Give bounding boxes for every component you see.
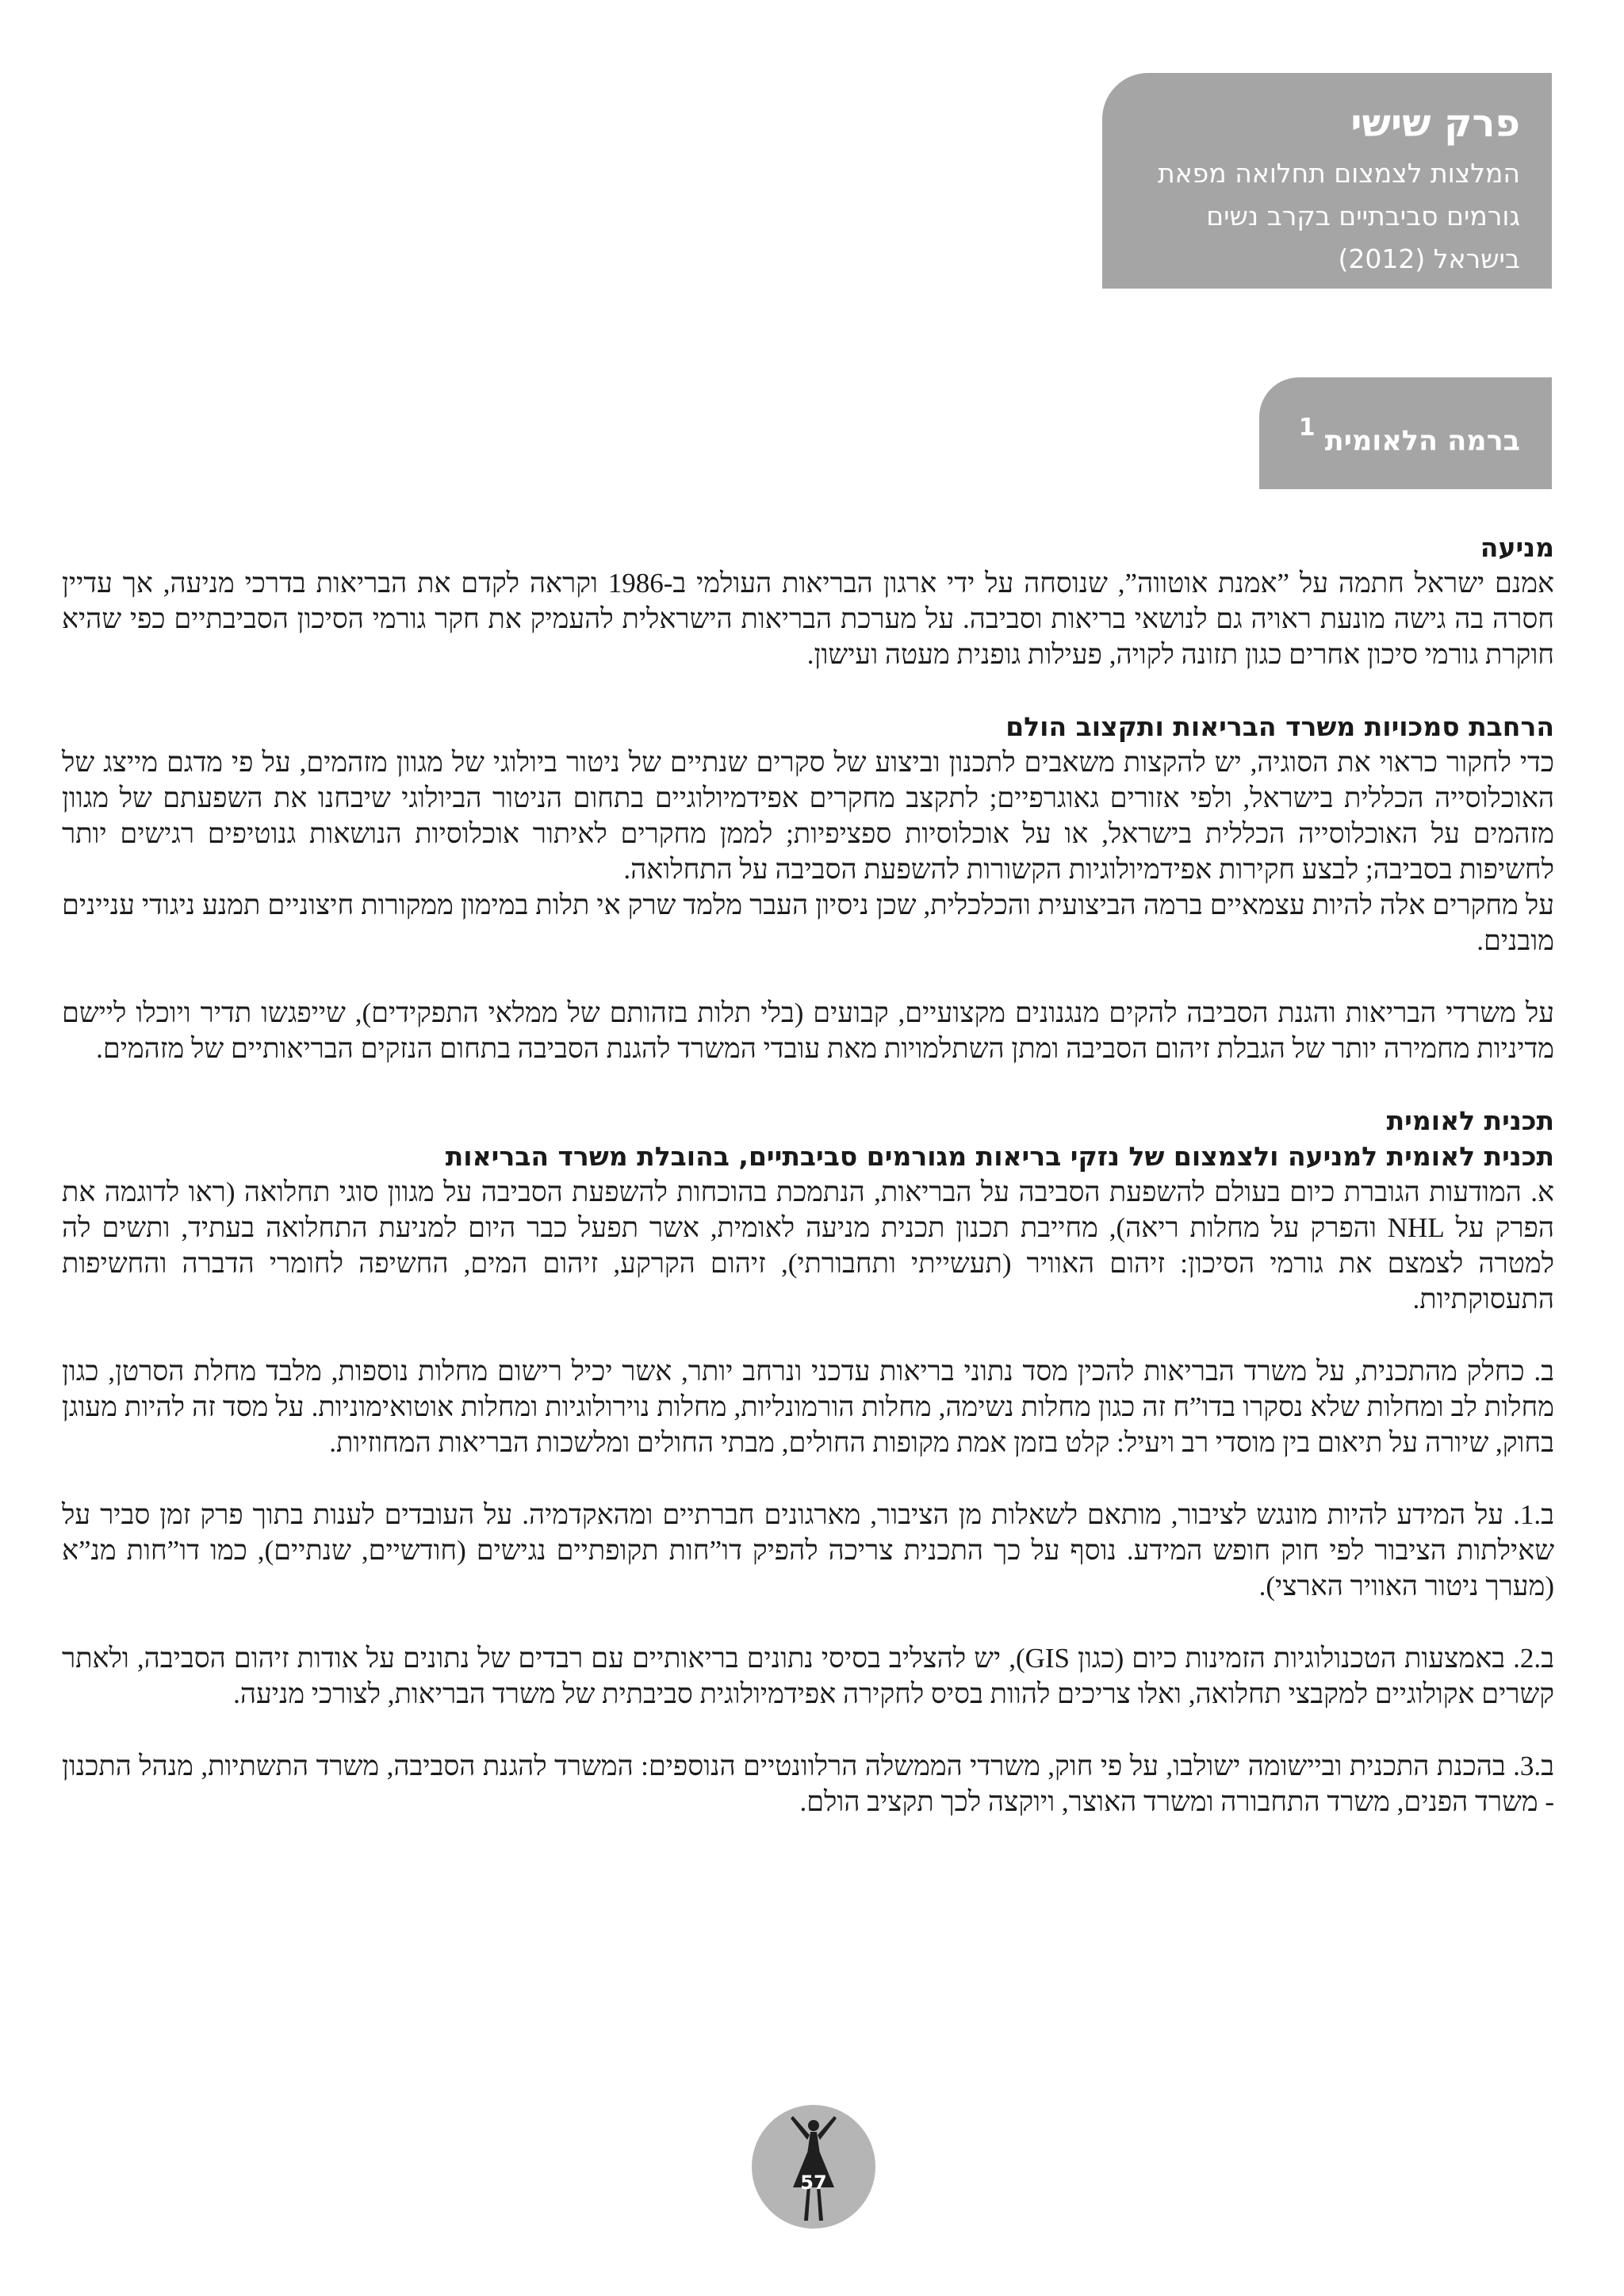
section-header (1259, 377, 1552, 489)
section-label: ברמה הלאומית (1324, 425, 1520, 457)
paragraph-b2: ב.2. באמצעות הטכנולוגיות הזמינות כיום (כגון GIS), יש להצליב בסיסי נתונים בריאותיים עם רבדים של נתונים על אודות זיהום הסביבה, ולאתר קשרים אקולוגיים למקבצי תחלואה, ואלו צריכים להוות בסיס לחקירה אפידמיולוגית סביבתית של משרד הבריאות, לצורכי מניעה. (62, 1643, 1555, 1709)
paragraph-prevention: אמנם ישראל חתמה על ”אמנת אוטווה”, שנוסחה על ידי ארגון הבריאות העולמי ב-1986 וקראה לקדם את הבריאות בדרכי מניעה, אך עדיין חסרה בה גישה מונעת ראויה גם לנושאי בריאות וסביבה. על מערכת הבריאות הישראלית להעמיק את חקר גורמי הסיכון הסביבתיים כפי שהיא חוקרת גורמי סיכון אחרים כגון תזונה לקויה, פעילות גופנית מעטה ועישון. (62, 568, 1554, 670)
paragraph-b3: ב.3. בהכנת התכנית וביישומה ישולבו, על פי חוק, משרדי הממשלה הרלוונטיים הנוספים: המשרד להגנת הסביבה, משרד התשתיות, מנהל התכנון - משרד הפנים, משרד התחבורה ומשרד האוצר, ויוקצה לכך תקציב הולם. (62, 1751, 1554, 1817)
chapter-subtitle-line: גורמים סביבתיים בקרב נשים (1206, 201, 1520, 232)
heading-prevention: מניעה (1480, 532, 1554, 563)
chapter-subtitle-line: המלצות לצמצום תחלואה מפאת (1157, 158, 1520, 189)
paragraph-ministry-research: כדי לחקור כראוי את הסוגיה, יש להקצות משאבים לתכנון וביצוע של סקרים שנתיים של ניטור ביולוגי של מגוון מזהמים, על פי מדגם מייצג של האוכלוסייה הכללית בישראל, ולפי אזורים גאוגרפיים; לתקצב מחקרים אפידמיולוגיים בתחום הניטור הביולוגי שיבחנו את השפעתם של מגוון מזהמים על האוכלוסייה הכללית בישראל, או על אוכלוסיות ספציפיות; לממן מחקרים לאיתור אוכלוסיות הנושאות גנוטיפים רגישים יותר לחשיפות בסביבה; לבצע חקירות אפידמיולוגיות הקשורות להשפעת הסביבה על התחלואה. (62, 747, 1554, 885)
paragraph-b: ב. כחלק מהתכנית, על משרד הבריאות להכין מסד נתוני בריאות עדכני ונרחב יותר, אשר יכיל רישום מחלות נוספות, מלבד מחלת הסרטן, כגון מחלות לב ומחלות שלא נסקרו בדו”ח זה כגון מחלות נשימה, מחלות הורמונליות, מחלות נוירולוגיות ומחלות אוטואימוניות. על מסד זה להיות מעוגן בחוק, שיורה על תיאום בין מוסדי רב ויעיל: קלט בזמן אמת מקופות החולים, מבתי החולים ומלשכות הבריאות המחוזיות. (62, 1356, 1554, 1458)
page-number: 57 (800, 2172, 827, 2194)
paragraph-mechanisms: על משרדי הבריאות והגנת הסביבה להקים מנגנונים מקצועיים, קבועים (בלי תלות בזהותם של ממלאי התפקידים), שייפגשו תדיר ויוכלו ליישם מדיניות מחמירה יותר של הגבלת זיהום הסביבה ומתן השתלמויות מאת עובדי המשרד להגנת הסביבה בתחום הנזקים הבריאותיים של מזהמים. (62, 997, 1554, 1064)
paragraph-independence: על מחקרים אלה להיות עצמאיים ברמה הביצועית והכלכלית, שכן ניסיון העבר מלמד שרק אי תלות במימון ממקורות חיצוניים תמנע ניגודי עניינים מובנים. (62, 890, 1554, 956)
chapter-subtitle-line: בישראל (2012) (1338, 243, 1520, 274)
dancer-silhouette-icon (752, 2105, 875, 2229)
heading-national-plan: תכנית לאומית (1386, 1105, 1554, 1136)
chapter-header (1102, 73, 1552, 289)
chapter-title: פרק שישי (1350, 101, 1520, 146)
section-footnote-marker: 1 (1298, 414, 1316, 442)
page-number-badge (752, 2105, 875, 2229)
heading-ministry-powers: הרחבת סמכויות משרד הבריאות ותקצוב הולם (1005, 711, 1554, 742)
paragraph-b1: ב.1. על המידע להיות מונגש לציבור, מותאם לשאלות מן הציבור, מארגונים חברתיים ומהאקדמיה. על העובדים לענות בתוך פרק זמן סביר על שאילתות הציבור לפי חוק חופש המידע. נוסף על כך התכנית צריכה להפיק דו”חות תקופתיים נגישים (חודשיים, שנתיים), כמו דו”חות מנ”א (מערך ניטור האוויר הארצי). (62, 1499, 1554, 1601)
body-text (62, 530, 1554, 1820)
subheading-national-plan: תכנית לאומית למניעה ולצמצום של נזקי בריאות מגורמים סביבתיים, בהובלת משרד הבריאות (445, 1141, 1554, 1172)
paragraph-a: א. המודעות הגוברת כיום בעולם להשפעת הסביבה על הבריאות, הנתמכת בהוכחות להשפעת הסביבה על מגוון סוגי תחלואה (ראו לדוגמה את הפרק על NHL והפרק על מחלות ריאה), מחייבת תכנון תכנית מניעה לאומית, אשר תפעל כבר היום למניעת התחלואה בעתיד, ותשים לה למטרה לצמצם את גורמי הסיכון: זיהום האוויר (תעשייתי ותחבורתי), זיהום הקרקע, זיהום המים, החשיפה לחומרי הדברה והחשיפות התעסוקתיות. (62, 1177, 1554, 1314)
